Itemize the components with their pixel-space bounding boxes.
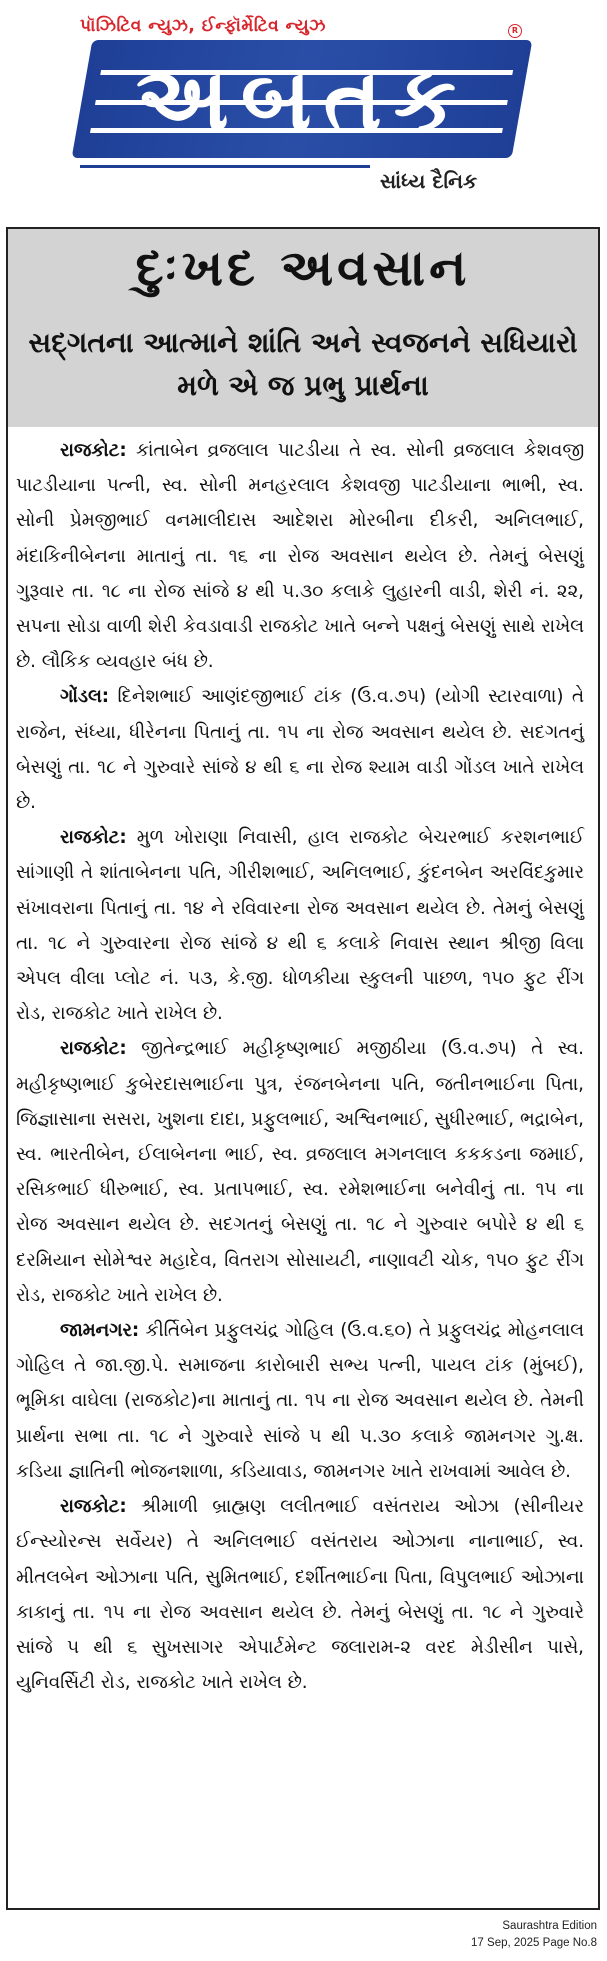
obituary-list xyxy=(16,433,584,1700)
registered-mark-icon: R xyxy=(508,24,522,38)
entry-text: જીતેન્દ્રભાઈ મહીકૃષ્ણભાઈ મજીઠીયા (ઉ.વ.૭૫) તે સ્વ. મહીકૃષ્ણભાઈ કુબેરદાસભાઈના પુત્ર, રંજનબેનના પતિ, જતીનભાઈના પિતા, જિજ્ઞાસાના સસરા, ખુશના દાદા, પ્રફુલભાઈ, અશ્વિનભાઈ, સુધીરભાઈ, ભદ્રાબેન, સ્વ. ભારતીબેન, ઈલાબેનના ભાઈ, સ્વ. વ્રજલાલ મગનલાલ કકકડના જમાઈ, રસિકભાઈ ધીરુભાઈ, સ્વ. પ્રતાપભાઈ, સ્વ. રમેશભાઈના બનેવીનું તા. ૧૫ ના રોજ અવસાન થયેલ છે. સદગતનું બેસણું તા. ૧૮ ને ગુરુવાર બપોરે ૪ થી ૬ દરમિયાન સોમેશ્વર મહાદેવ, વિતરાગ સોસાયટી, નાણાવટી ચોક, ૧૫૦ ફુટ રીંગ રોડ, રાજકોટ ખાતે રાખેલ છે. xyxy=(16,1038,584,1306)
obituary-box xyxy=(6,227,600,1910)
obituary-entry xyxy=(16,679,584,820)
obituary-entry xyxy=(16,820,584,1031)
obituary-entry xyxy=(16,1489,584,1700)
entry-city: ગોંડલ: xyxy=(60,686,110,708)
entry-text: શ્રીમાળી બ્રાહ્મણ લલીતભાઈ વસંતરાય ઓઝા (સીનીયર ઈન્સ્યોરન્સ સર્વેયર) તે અનિલભાઈ વસંતરાય ઓઝાના નાનાભાઈ, સ્વ. મીતલબેન ઓઝાના પતિ, સુમિતભાઈ, દર્શીતભાઈના પિતા, વિપુલભાઈ ઓઝાના કાકાનું તા. ૧૫ ના રોજ અવસાન થયેલ છે. તેમનું બેસણું તા. ૧૮ ને ગુરુવારે સાંજે ૫ થી ૬ સુખસાગર એપાર્ટમેન્ટ જલારામ-૨ વરદ મેડીસીન પાસે, યુનિવર્સિટી રોડ, રાજકોટ ખાતે રાખેલ છે. xyxy=(16,1496,584,1694)
entry-text: કાંતાબેન વ્રજલાલ પાટડીયા તે સ્વ. સોની વ્રજલાલ કેશવજી પાટડીયાના પત્ની, સ્વ. સોની મનહરલાલ કેશવજી પાટડીયાના ભાભી, સ્વ. સોની પ્રેમજીભાઈ વનમાલીદાસ આદેશરા મોરબીના દીકરી, અનિલભાઈ, મંદાકિનીબેનના માતાનું તા. ૧૬ ના રોજ અવસાન થયેલ છે. તેમનું બેસણું ગુરૂવાર તા. ૧૮ ના રોજ સાંજે ૪ થી ૫.૩૦ કલાકે લુહારની વાડી, શેરી નં. ૨૨, સપના સોડા વાળી શેરી કેવડાવાડી રાજકોટ ખાતે બન્ને પક્ષનું બેસણું સાથે રાખેલ છે. લૌકિક વ્યવહાર બંધ છે. xyxy=(16,440,584,673)
entry-city: રાજકોટ: xyxy=(60,827,127,849)
obituary-entry xyxy=(16,1031,584,1313)
footer-date-page: 17 Sep, 2025 Page No.8 xyxy=(471,1937,597,1949)
entry-city: રાજકોટ: xyxy=(60,1496,127,1518)
entry-city: રાજકોટ: xyxy=(60,440,127,461)
obituary-heading-band xyxy=(8,229,598,427)
page-footer xyxy=(471,1918,597,1952)
obituary-entry xyxy=(16,433,584,679)
entry-text: મુળ ખોરાણા નિવાસી, હાલ રાજકોટ બેચરભાઈ કરશનભાઈ સાંગાણી તે શાંતાબેનના પતિ, ગીરીશભાઈ, અનિલભાઈ, કુંદનબેન અરવિંદકુમાર સંખાવરાના પિતાનું તા. ૧૪ ને રવિવારના રોજ અવસાન થયેલ છે. તેમનું બેસણું તા. ૧૮ ને ગુરુવારના રોજ સાંજે ૪ થી ૬ કલાકે નિવાસ સ્થાન શ્રીજી વિલા એપલ વીલા પ્લોટ નં. ૫૩, કે.જી. ધોળકીયા સ્કુલની પાછળ, ૧૫૦ ફુટ રીંગ રોડ, રાજકોટ ખાતે રાખેલ છે. xyxy=(16,827,584,1025)
entry-text: કીર્તિબેન પ્રફુલચંદ્ર ગોહિલ (ઉ.વ.૬૦) તે પ્રફુલચંદ્ર મોહનલાલ ગોહિલ તે જા.જી.પે. સમાજના કારોબારી સભ્ય પત્ની, પાયલ ટાંક (મુંબઈ), ભૂમિકા વાઘેલા (રાજકોટ)ના માતાનું તા. ૧૫ ના રોજ અવસાન થયેલ છે. તેમની પ્રાર્થના સભા તા. ૧૮ ને ગુરુવારે સાંજે ૫ થી ૫.૩૦ કલાકે જામનગર ગુ.ક્ષ. કડિયા જ્ઞાતિની ભોજનશાળા, કડિયાવાડ, જામનગર ખાતે રાખવામાં આવેલ છે. xyxy=(16,1320,584,1482)
obituary-subtitle: સદ્‌ગતના આત્માને શાંતિ અને સ્વજનને સધિયારો મળે એ જ પ્રભુ પ્રાર્થના xyxy=(28,326,578,402)
entry-city: રાજકોટ: xyxy=(60,1038,127,1060)
entry-text: દિનેશભાઈ આણંદજીભાઈ ટાંક (ઉ.વ.૭૫) (યોગી સ્ટારવાળા) તે રાજેન, સંધ્યા, ધીરેનના પિતાનું તા. ૧૫ ના રોજ અવસાન થયેલ છે. સદગતનું બેસણું તા. ૧૮ ને ગુરુવારે સાંજે ૪ થી ૬ ના રોજ શ્યામ વાડી ગોંડલ ખાતે રાખેલ છે. xyxy=(16,686,584,814)
masthead xyxy=(0,0,607,220)
obituary-title: દુઃખદ અવસાન xyxy=(135,239,471,297)
logo-wordmark: અબતક xyxy=(136,47,468,150)
entry-city: જામનગર: xyxy=(60,1320,140,1342)
newspaper-logo xyxy=(72,40,533,158)
masthead-tagline: પૉઝિટિવ ન્યુઝ, ઈન્ફૉર્મેટિવ ન્યુઝ xyxy=(80,16,326,36)
obituary-entry xyxy=(16,1313,584,1489)
header-divider xyxy=(80,165,370,168)
edition-label: સાંધ્ય દૈનિક xyxy=(380,169,478,193)
footer-edition: Saurashtra Edition xyxy=(502,1920,597,1932)
